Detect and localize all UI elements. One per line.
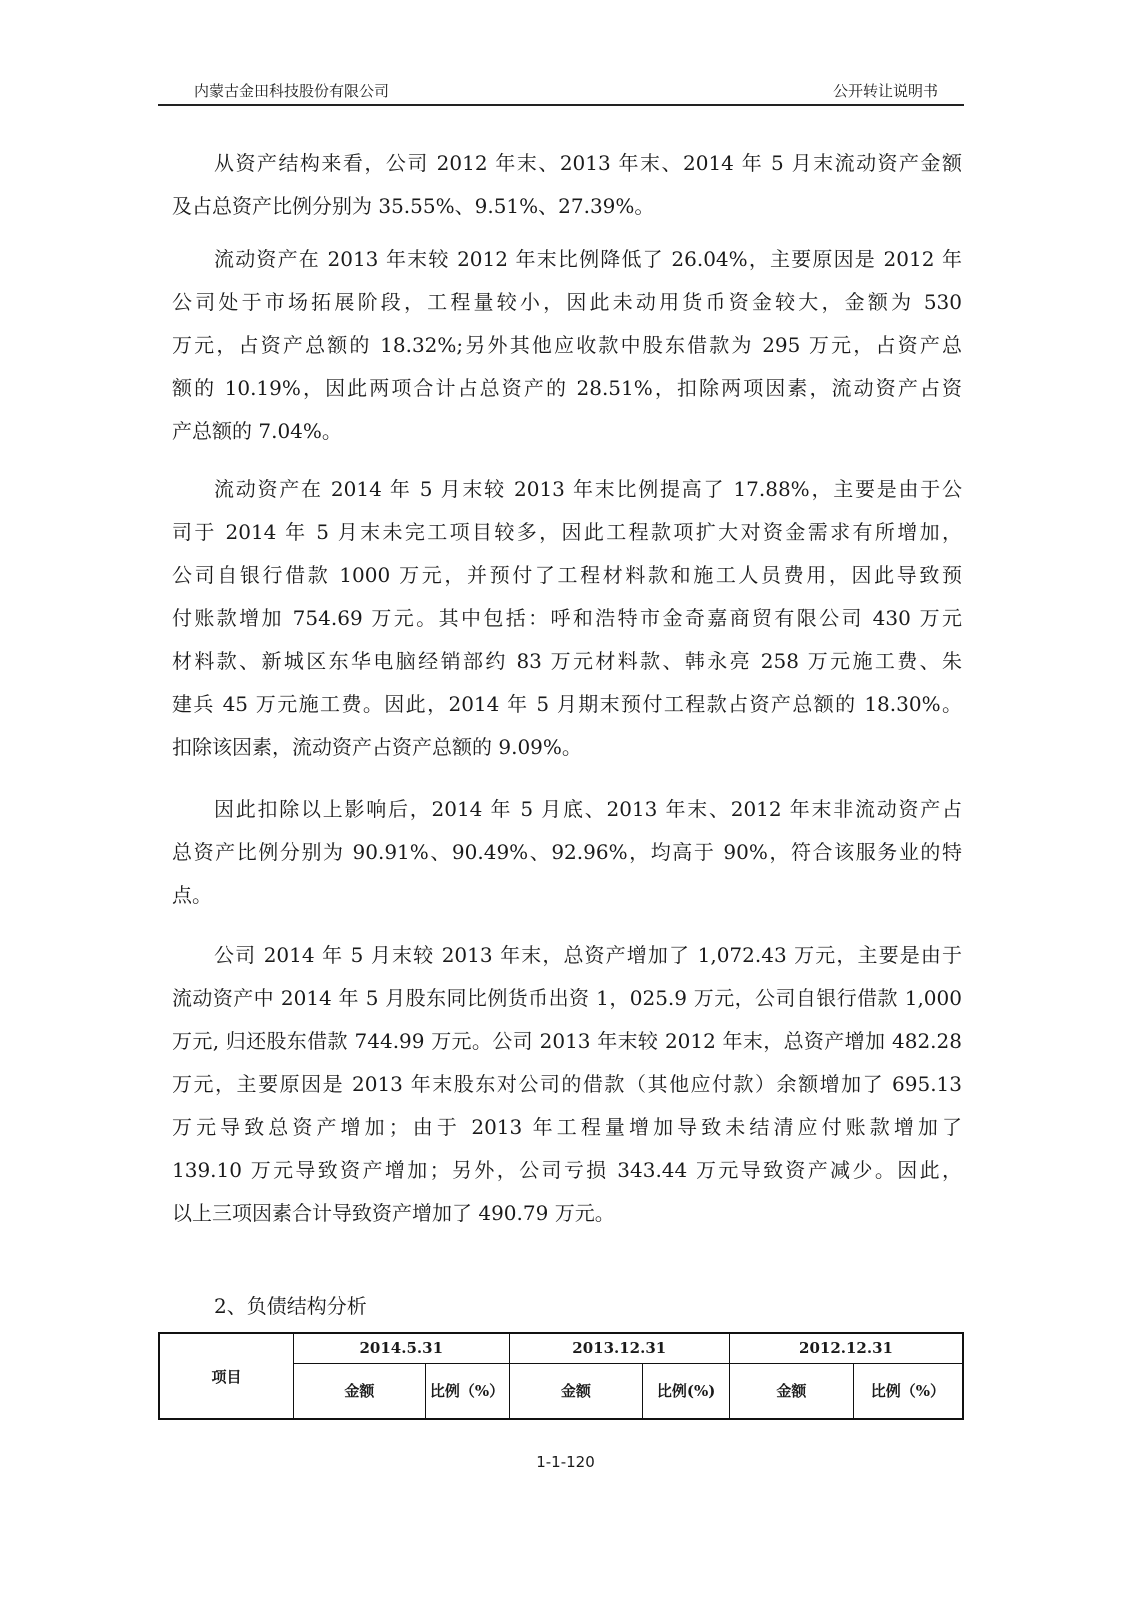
header-divider xyxy=(158,104,964,106)
text-line: 建兵 45 万元施工费。因此，2014 年 5 月期末预付工程款占资产总额的 18.30%。 xyxy=(172,692,962,716)
text-line: 从资产结构来看，公司 2012 年末、2013 年末、2014 年 5 月末流动资产金额 xyxy=(214,151,962,175)
text-line: 额的 10.19%，因此两项合计占总资产的 28.51%，扣除两项因素，流动资产占资 xyxy=(172,376,962,400)
text-line: 及占总资产比例分别为 35.55%、9.51%、27.39%。 xyxy=(172,194,655,218)
table-header-period: 2012.12.31 xyxy=(730,1333,964,1363)
paragraph-current-assets-2014 xyxy=(172,468,962,769)
text-line: 扣除该因素，流动资产占资产总额的 9.09%。 xyxy=(172,735,582,759)
table-header-ratio: 比例（%） xyxy=(425,1363,509,1419)
text-line: 流动资产中 2014 年 5 月股东同比例货币出资 1，025.9 万元，公司自银行借款 1,000 xyxy=(172,986,962,1010)
text-line: 总资产比例分别为 90.91%、90.49%、92.96%，均高于 90%，符合该服务业的特 xyxy=(172,840,962,864)
paragraph-non-current-assets xyxy=(172,788,962,917)
text-line: 万元，主要原因是 2013 年末股东对公司的借款（其他应付款）余额增加了 695.13 xyxy=(172,1072,962,1096)
text-line: 公司自银行借款 1000 万元，并预付了工程材料款和施工人员费用，因此导致预 xyxy=(172,563,962,587)
text-line: 万元导致总资产增加；由于 2013 年工程量增加导致未结清应付账款增加了 xyxy=(172,1115,962,1139)
table-header-amount: 金额 xyxy=(294,1363,426,1419)
text-line: 公司处于市场拓展阶段，工程量较小，因此未动用货币资金较大，金额为 530 xyxy=(172,290,962,314)
paragraph-current-assets-2013 xyxy=(172,238,962,453)
table-header-period: 2013.12.31 xyxy=(509,1333,730,1363)
table-header-amount: 金额 xyxy=(509,1363,643,1419)
text-line: 139.10 万元导致资产增加；另外，公司亏损 343.44 万元导致资产减少。因此， xyxy=(172,1158,962,1182)
text-line: 公司 2014 年 5 月末较 2013 年末，总资产增加了 1,072.43 万元，主要是由于 xyxy=(214,943,962,967)
text-line: 司于 2014 年 5 月末未完工项目较多，因此工程款项扩大对资金需求有所增加， xyxy=(172,520,962,544)
table-header-period: 2014.5.31 xyxy=(294,1333,509,1363)
table-header-item: 项目 xyxy=(159,1333,294,1419)
table-header-amount: 金额 xyxy=(730,1363,854,1419)
text-line: 点。 xyxy=(172,883,212,907)
table-header-ratio: 比例(%) xyxy=(643,1363,730,1419)
page-number: 1-1-120 xyxy=(536,1453,595,1471)
text-line: 以上三项因素合计导致资产增加了 490.79 万元。 xyxy=(172,1201,615,1225)
company-name: 内蒙古金田科技股份有限公司 xyxy=(194,82,390,100)
section-heading: 2、负债结构分析 xyxy=(214,1294,367,1318)
text-line: 万元，占资产总额的 18.32%;另外其他应收款中股东借款为 295 万元，占资产总 xyxy=(172,333,962,357)
page-header xyxy=(158,78,958,106)
document-type: 公开转让说明书 xyxy=(832,82,938,100)
text-line: 付账款增加 754.69 万元。其中包括：呼和浩特市金奇嘉商贸有限公司 430 万元 xyxy=(172,606,962,630)
table-header-ratio: 比例（%） xyxy=(853,1363,963,1419)
liability-structure-table xyxy=(158,1332,964,1420)
text-line: 流动资产在 2014 年 5 月末较 2013 年末比例提高了 17.88%，主要是由于公 xyxy=(214,477,962,501)
paragraph-asset-structure xyxy=(172,142,962,228)
text-line: 产总额的 7.04%。 xyxy=(172,419,342,443)
text-line: 材料款、新城区东华电脑经销部约 83 万元材料款、韩永亮 258 万元施工费、朱 xyxy=(172,649,962,673)
text-line: 流动资产在 2013 年末较 2012 年末比例降低了 26.04%，主要原因是 2012 年 xyxy=(214,247,962,271)
text-line: 因此扣除以上影响后，2014 年 5 月底、2013 年末、2012 年末非流动资产占 xyxy=(214,797,962,821)
text-line: 万元, 归还股东借款 744.99 万元。公司 2013 年末较 2012 年末，总资产增加 482.28 xyxy=(172,1029,962,1053)
paragraph-total-assets-change xyxy=(172,934,962,1235)
